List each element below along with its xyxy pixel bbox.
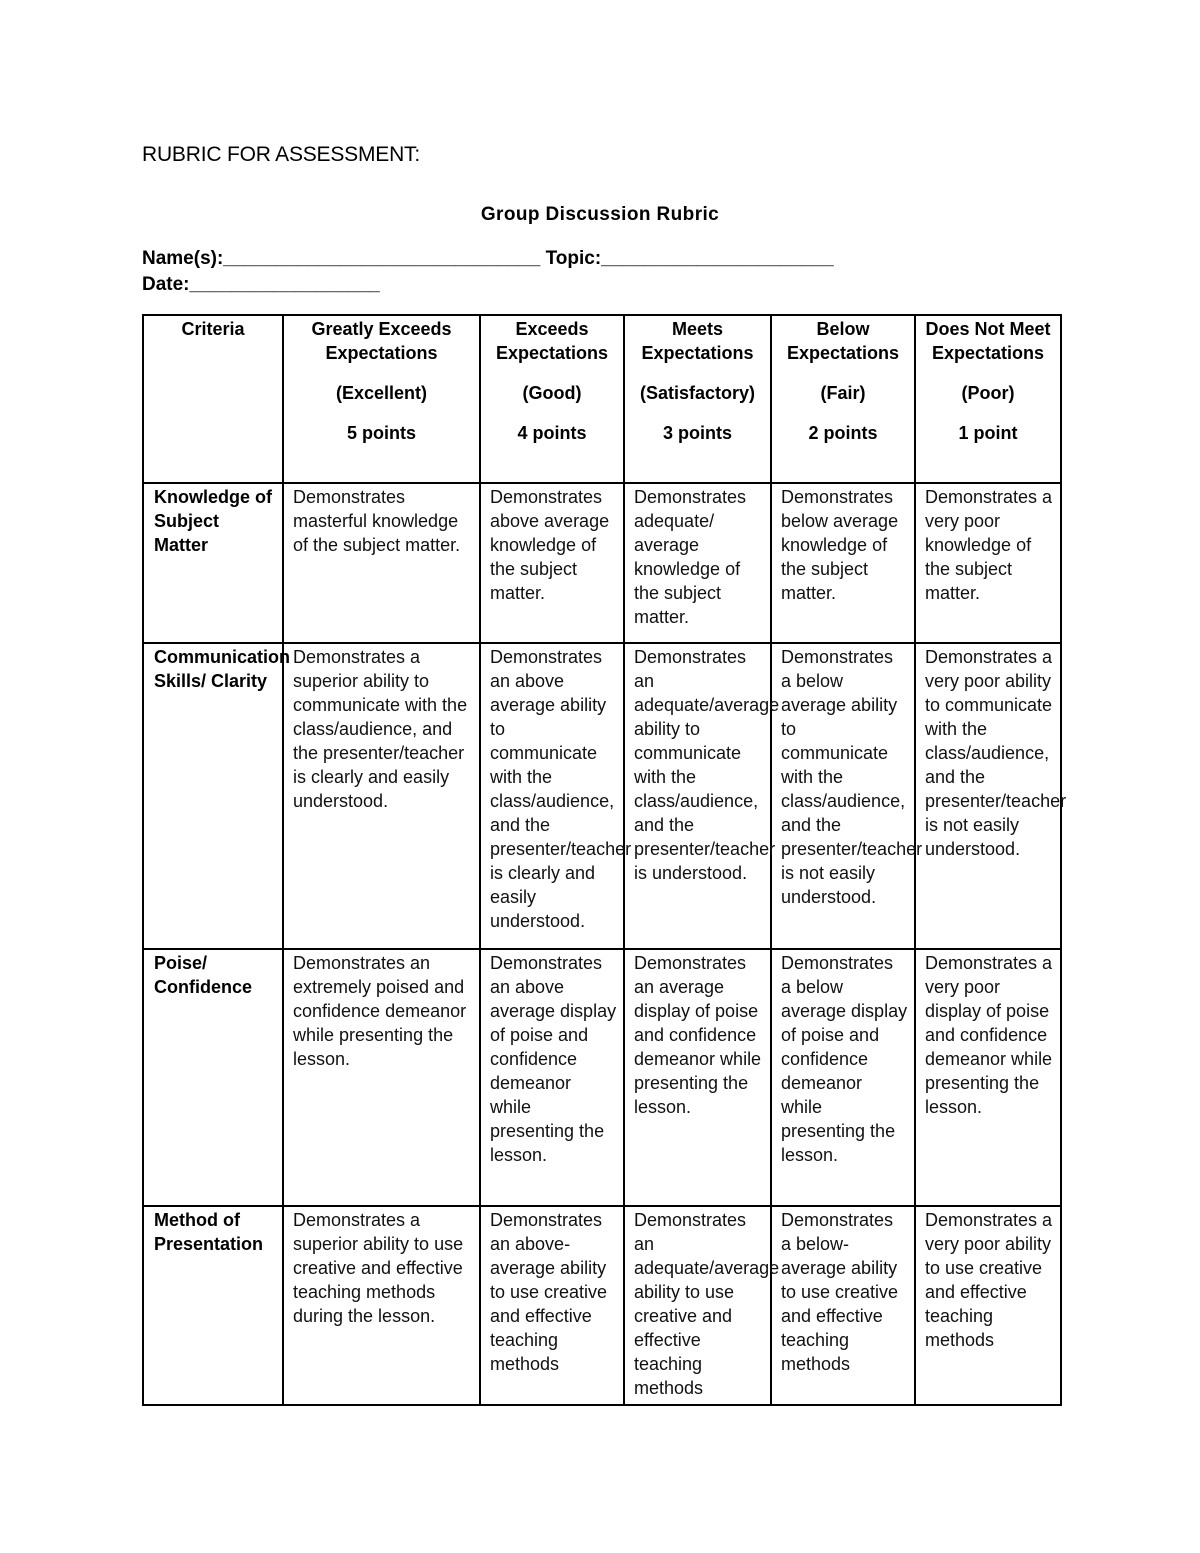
level-rating: (Good) [522,383,582,403]
table-row [143,1206,1061,1405]
criterion-cell: Knowledge of Subject Matter [143,483,283,643]
descriptor-cell: Demonstrates a superior ability to communicate with the class/audience, and the presenter/teacher is clearly and easily understood. [283,643,480,949]
document-title: Group Discussion Rubric [480,204,720,225]
level-points: 2 points [808,423,878,443]
names-topic-field-line: Name(s):______________________________ Topic:______________________ [142,248,834,269]
level-rating: (Fair) [820,383,866,403]
descriptor-cell: Demonstrates an above average display of poise and confidence demeanor while presenting the lesson. [480,949,624,1206]
descriptor-cell: Demonstrates a very poor knowledge of the subject matter. [915,483,1061,643]
descriptor-cell: Demonstrates a very poor display of poise and confidence demeanor while presenting the lesson. [915,949,1061,1206]
level-points: 4 points [517,423,587,443]
level-points: 5 points [346,423,416,443]
descriptor-cell: Demonstrates adequate/ average knowledge of the subject matter. [624,483,771,643]
descriptor-cell: Demonstrates an average display of poise and confidence demeanor while presenting the lesson. [624,949,771,1206]
header-criteria: Criteria [143,315,283,483]
page-heading: RUBRIC FOR ASSESSMENT: [142,143,420,166]
level-title: Greatly Exceeds Expectations [311,319,452,363]
descriptor-cell: Demonstrates an adequate/average ability to communicate with the class/audience, and the presenter/teacher is understood. [624,643,771,949]
descriptor-cell: Demonstrates a below average ability to communicate with the class/audience, and the presenter/teacher is not easily understood. [771,643,915,949]
table-row [143,483,1061,643]
descriptor-cell: Demonstrates an adequate/average ability to use creative and effective teaching methods [624,1206,771,1405]
descriptor-cell: Demonstrates masterful knowledge of the subject matter. [283,483,480,643]
level-points: 3 points [662,423,732,443]
descriptor-cell: Demonstrates above average knowledge of the subject matter. [480,483,624,643]
criterion-cell: Method of Presentation [143,1206,283,1405]
descriptor-cell: Demonstrates an extremely poised and confidence demeanor while presenting the lesson. [283,949,480,1206]
level-rating: (Satisfactory) [639,383,756,403]
level-title: Below Expectations [786,319,900,363]
descriptor-cell: Demonstrates an above-average ability to use creative and effective teaching methods [480,1206,624,1405]
descriptor-cell: Demonstrates an above average ability to communicate with the class/audience, and the presenter/teacher is clearly and easily understood. [480,643,624,949]
table-row [143,949,1061,1206]
level-rating: (Excellent) [335,383,428,403]
header-row [143,315,1061,483]
descriptor-cell: Demonstrates a very poor ability to communicate with the class/audience, and the presenter/teacher is not easily understood. [915,643,1061,949]
descriptor-cell: Demonstrates a below average display of poise and confidence demeanor while presenting the lesson. [771,949,915,1206]
descriptor-cell: Demonstrates a below-average ability to use creative and effective teaching methods [771,1206,915,1405]
descriptor-cell: Demonstrates below average knowledge of the subject matter. [771,483,915,643]
header-level-4 [480,315,624,483]
rubric-table [142,314,1067,1406]
level-title: Does Not Meet Expectations [925,319,1051,363]
header-level-5 [283,315,480,483]
criterion-cell: Communication Skills/ Clarity [143,643,283,949]
level-title: Exceeds Expectations [495,319,609,363]
descriptor-cell: Demonstrates a superior ability to use creative and effective teaching methods during the lesson. [283,1206,480,1405]
header-level-3 [624,315,771,483]
level-points: 1 point [958,423,1018,443]
header-level-1 [915,315,1061,483]
level-rating: (Poor) [961,383,1015,403]
criterion-cell: Poise/ Confidence [143,949,283,1206]
date-field-line: Date:__________________ [142,274,380,295]
table-row [143,643,1061,949]
descriptor-cell: Demonstrates a very poor ability to use creative and effective teaching methods [915,1206,1061,1405]
level-title: Meets Expectations [641,319,754,363]
header-level-2 [771,315,915,483]
